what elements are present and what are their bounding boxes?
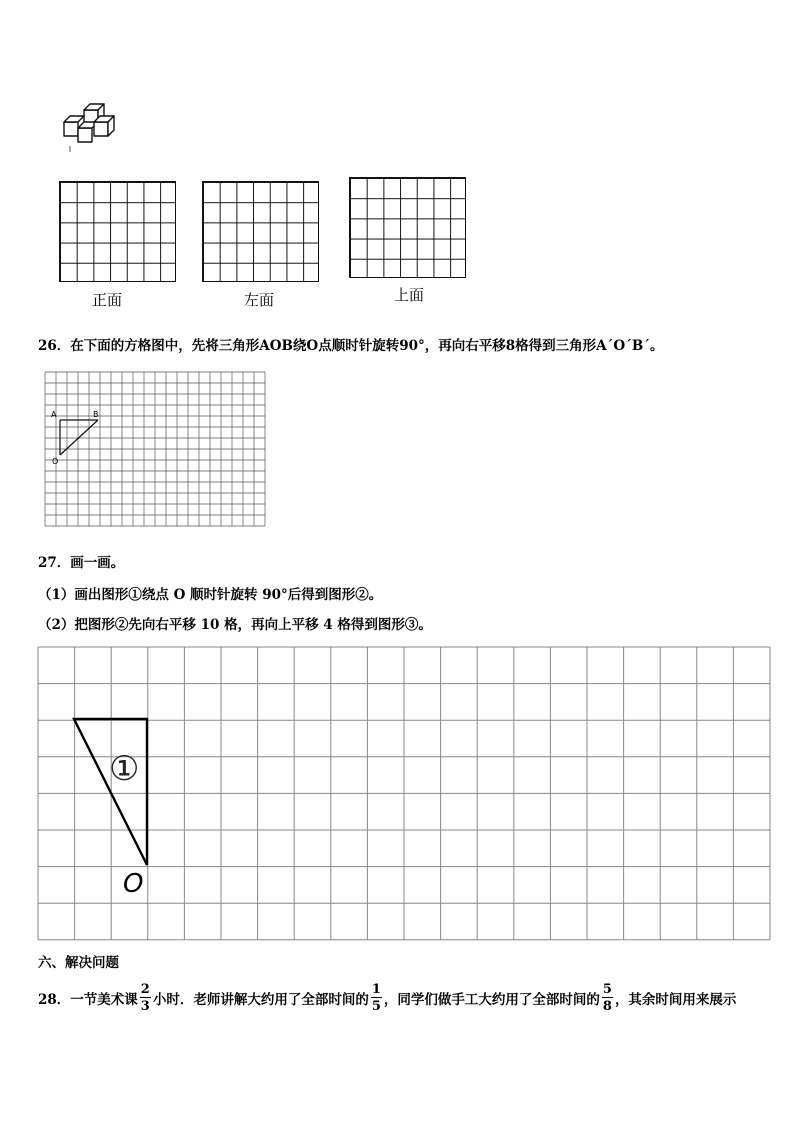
section-6-heading: 六、解决问题	[38, 955, 119, 971]
shape-1-label: ①	[109, 749, 140, 789]
fraction-denominator: 3	[140, 999, 150, 1014]
question-26-grid[interactable]	[40, 370, 272, 528]
point-a-label: A	[51, 410, 57, 419]
segment-ob	[60, 420, 98, 455]
question-27-grid[interactable]	[37, 646, 771, 942]
question-26-text: 26．在下面的方格图中，先将三角形AOB绕O点顺时针旋转90°，再向右平移8格得到三角形A´O´B´。	[38, 338, 664, 354]
q28-part-4: ，其余时间用来展示	[614, 992, 737, 1008]
triangle-shape-1	[74, 719, 147, 865]
point-b-label: B	[93, 410, 99, 419]
left-view-grid[interactable]	[202, 181, 319, 282]
q28-part-2: 小时．老师讲解大约用了全部时间的	[152, 992, 369, 1008]
fraction-numerator: 1	[371, 982, 381, 997]
question-28-text	[38, 983, 736, 1013]
q28-part-3: ，同学们做手工大约用了全部时间的	[383, 992, 600, 1008]
fraction-one-fifth	[371, 983, 382, 1013]
front-view-label: 正面	[92, 291, 123, 309]
point-o-label: O	[123, 869, 144, 899]
left-view-label: 左面	[244, 291, 275, 309]
front-view-grid[interactable]	[59, 181, 176, 282]
q28-part-1: 28．一节美术课	[38, 992, 138, 1008]
top-view-grid[interactable]	[349, 177, 466, 278]
question-27-part-2: （2）把图形②先向右平移 10 格，再向上平移 4 格得到图形③。	[38, 617, 432, 633]
fraction-denominator: 8	[602, 999, 612, 1014]
fraction-two-thirds	[140, 983, 151, 1013]
question-27-title: 27．画一画。	[38, 555, 125, 571]
cube-stack-figure	[54, 96, 134, 160]
top-view-label: 上面	[394, 286, 425, 304]
fraction-numerator: 2	[140, 982, 150, 997]
question-27-part-1: （1）画出图形①绕点 O 顺时针旋转 90°后得到图形②。	[38, 587, 383, 603]
point-o-label: O	[52, 457, 59, 466]
fraction-numerator: 5	[602, 982, 612, 997]
fraction-five-eighths	[602, 983, 613, 1013]
fraction-denominator: 5	[371, 999, 381, 1014]
